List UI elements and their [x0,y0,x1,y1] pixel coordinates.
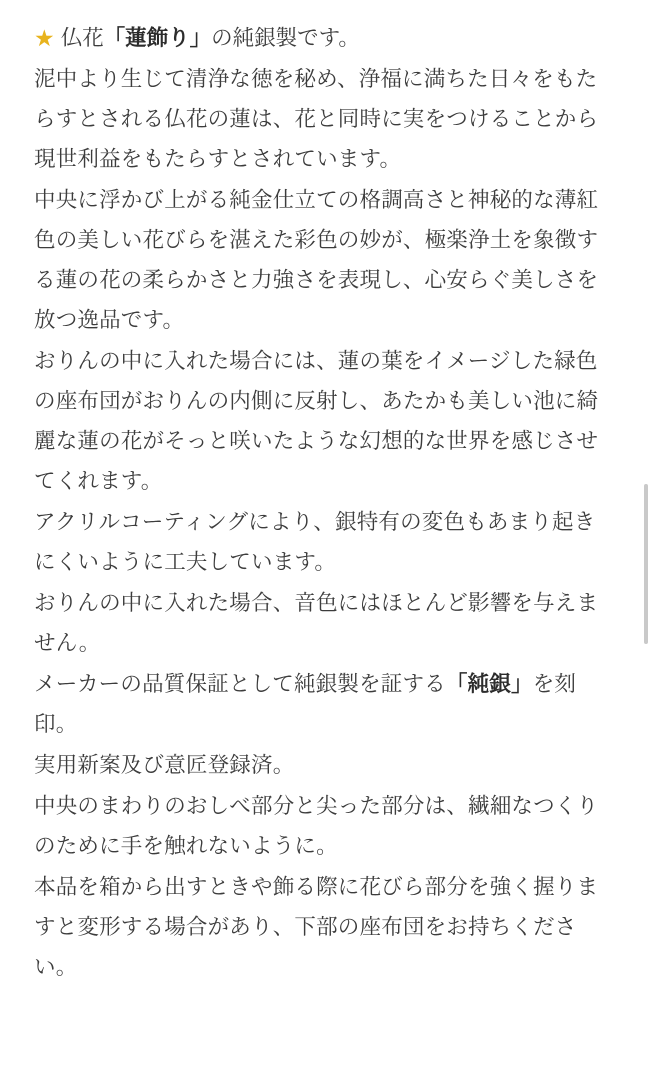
paragraph-3: おりんの中に入れた場合には、蓮の葉をイメージした緑色の座布団がおりんの内側に反射し、あたかも美しい池に綺麗な蓮の花がそっと咲いたような幻想的な世界を感じさせてくれます。 [34,349,599,493]
headline-text [61,18,360,58]
paragraph-8: 本品を箱から出すときや飾る際に花びら部分を強く握りますと変形する場合があり、下部の座布団をお持ちください。 [34,875,599,979]
headline-suffix: の純銀製です。 [211,26,360,50]
headline-emphasis: 「蓮飾り」 [103,26,212,50]
quality-guarantee-line [34,664,616,744]
paragraph-5: おりんの中に入れた場合、音色にはほとんど影響を与えません。 [34,591,599,655]
star-icon: ★ [34,25,55,51]
quality-suffix: を刻印。 [34,672,577,736]
paragraph-4: アクリルコーティングにより、銀特有の変色もあまり起きにくいように工夫しています。 [34,510,596,574]
quality-prefix: メーカーの品質保証として純銀製を証する [34,672,446,696]
quality-emphasis: 「純銀」 [445,672,533,696]
paragraph-1: 泥中より生じて清浄な徳を秘め、浄福に満ちた日々をもたらすとされる仏花の蓮は、花と同時に実をつけることから現世利益をもたらすとされています。 [34,67,599,171]
scrollbar-track[interactable] [646,0,650,1080]
headline [34,18,616,58]
scrollbar-thumb[interactable] [644,484,648,644]
headline-prefix: 仏花 [60,26,104,50]
paragraph-2: 中央に浮かび上がる純金仕立ての格調高さと神秘的な薄紅色の美しい花びらを湛えた彩色の妙が、極楽浄土を象徴する蓮の花の柔らかさと力強さを表現し、心安らぐ美しさを放つ逸品です。 [34,188,599,332]
paragraph-6: 実用新案及び意匠登録済。 [34,753,295,777]
paragraph-7: 中央のまわりのおしべ部分と尖った部分は、繊細なつくりのために手を触れないように。 [34,794,599,858]
